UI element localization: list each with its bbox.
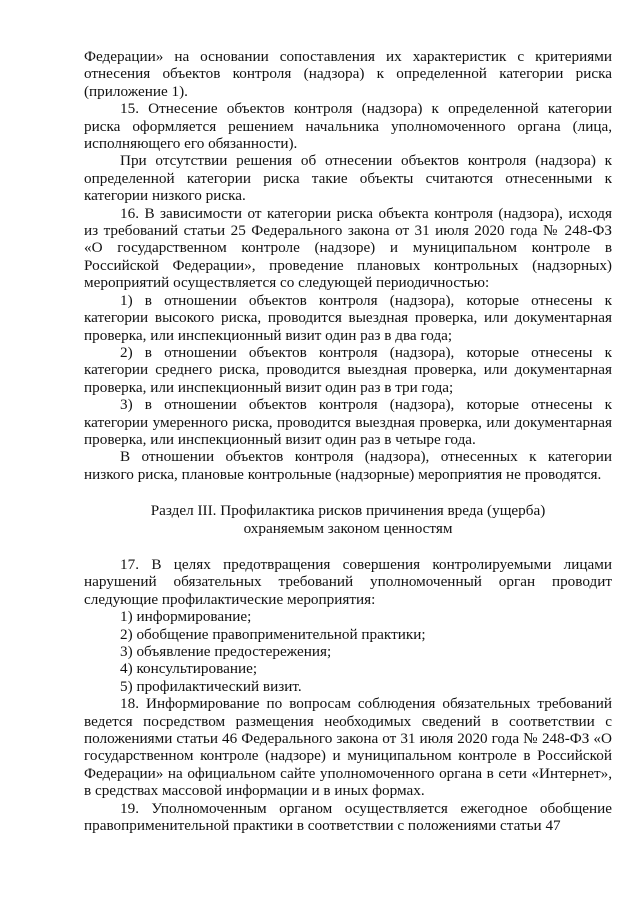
- list-item-practice-summary: 2) обобщение правоприменительной практики;: [120, 625, 426, 643]
- list-item-moderate-risk: 3) в отношении объектов контроля (надзора), которые отнесены к категории умеренного риска, проводится выездная проверка, или документарная проверка, или инспекционный визит один раз в четыре года.: [84, 396, 612, 448]
- list-item-consulting: 4) консультирование;: [120, 660, 258, 678]
- list-item-medium-risk: 2) в отношении объектов контроля (надзора), которые отнесены к категории среднего риска, проводится выездная проверка, или документарная проверка, или инспекционный визит один раз в три года;: [84, 343, 612, 396]
- section-heading-line1: Раздел III. Профилактика рисков причинения вреда (ущерба): [150, 502, 546, 520]
- paragraph-low-risk: В отношении объектов контроля (надзора), отнесенных к категории низкого риска, плановые контрольные (надзорные) мероприятия не проводятся.: [84, 448, 612, 483]
- paragraph-19: 19. Уполномоченным органом осуществляется ежегодное обобщение правоприменительной практики в соответствии с положениями статьи 47: [84, 799, 612, 835]
- paragraph-15-note: При отсутствии решения об отнесении объектов контроля (надзора) к определенной категории риска такие объекты считаются отнесенными к категории низкого риска.: [84, 152, 612, 205]
- paragraph-18: 18. Информирование по вопросам соблюдения обязательных требований ведется посредством размещения необходимых сведений в соответствии с положениями статьи 46 Федерального закона от 31 июля 2020 года № 248-ФЗ «О государственном контроле (надзоре) и муниципальном контроле в Российской Федерации» на официальном сайте уполномоченного органа в сети «Интернет», в средствах массовой информации и в иных формах.: [84, 695, 612, 800]
- paragraph-15: 15. Отнесение объектов контроля (надзора) к определенной категории риска оформляется решением начальника уполномоченного органа (лица, исполняющего его обязанности).: [84, 100, 612, 153]
- paragraph-continuation: Федерации» на основании сопоставления их характеристик с критериями отнесения объектов контроля (надзора) к определенной категории риска (приложение 1).: [84, 48, 612, 100]
- list-item-high-risk: 1) в отношении объектов контроля (надзора), которые отнесены к категории высокого риска, проводится выездная проверка, или документарная проверка, или инспекционный визит один раз в два года;: [84, 291, 612, 344]
- document-page: [84, 48, 612, 834]
- list-item-preventive-visit: 5) профилактический визит.: [120, 677, 302, 695]
- paragraph-16: 16. В зависимости от категории риска объекта контроля (надзора), исходя из требований статьи 25 Федерального закона от 31 июля 2020 года № 248-ФЗ «О государственном контроле (надзоре) и муниципальном контроле в Российской Федерации», проведение плановых контрольных (надзорных) мероприятий осуществляется со следующей периодичностью:: [84, 204, 612, 292]
- section-heading-line2: охраняемым законом ценностям: [243, 519, 453, 537]
- list-item-informing: 1) информирование;: [120, 608, 252, 626]
- list-item-warning: 3) объявление предостережения;: [120, 643, 332, 660]
- paragraph-17: 17. В целях предотвращения совершения контролируемыми лицами нарушений обязательных требований уполномоченный орган проводит следующие профилактические мероприятия:: [84, 555, 612, 608]
